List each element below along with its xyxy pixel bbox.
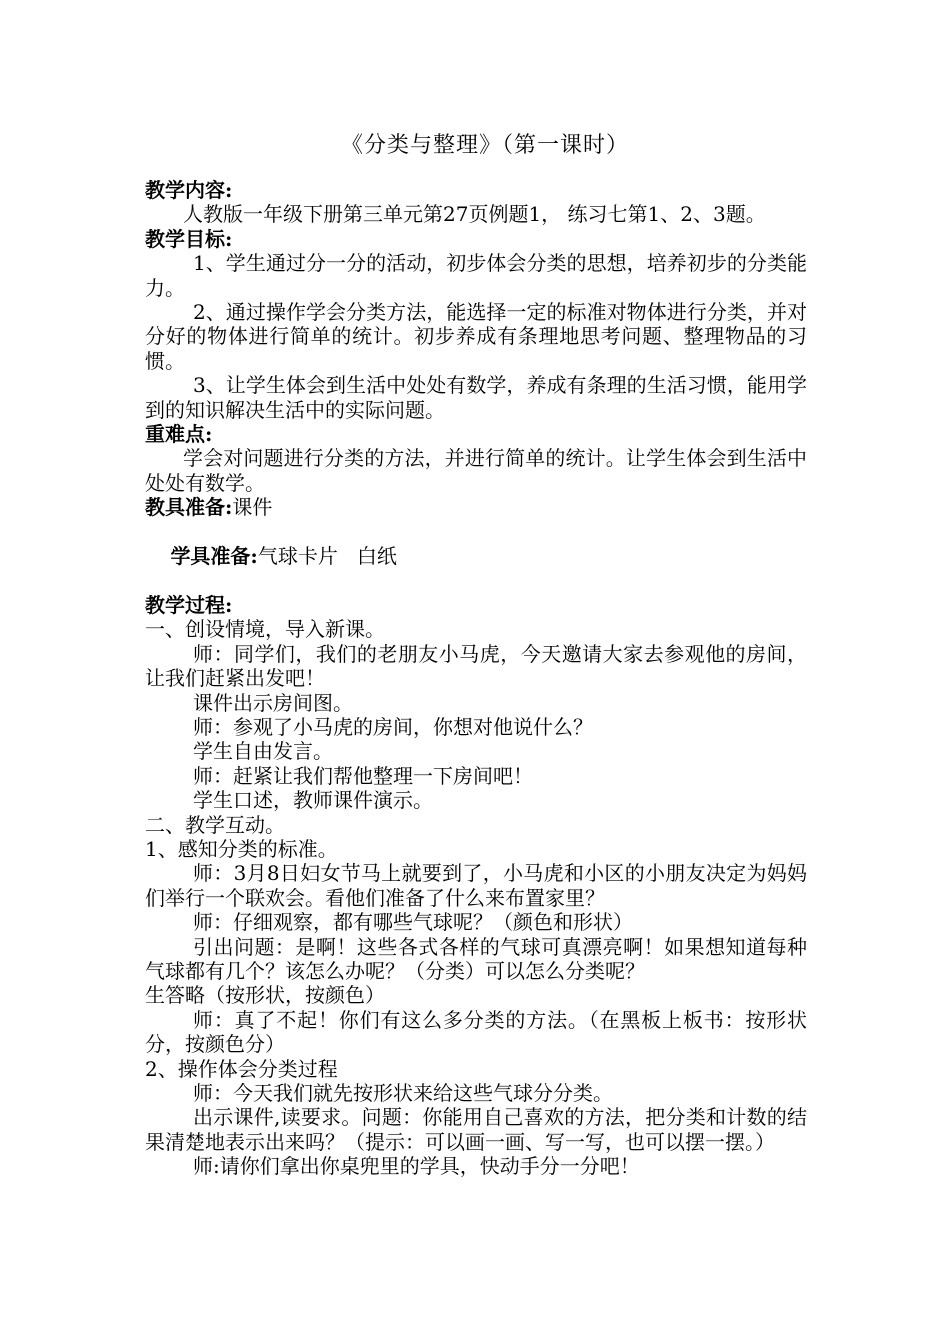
content-text: 人教版一年级下册第三单元第27页例题1， 练习七第1、2、3题。: [183, 202, 766, 227]
paragraph-p9: 引出问题：是啊！这些各式各样的气球可真漂亮啊！如果想知道每种气球都有几个？该怎么办呢？（分类）可以怎么分类呢？: [145, 934, 807, 983]
part2-title: 二、教学互动。: [145, 812, 285, 837]
paragraph-p14: 师:请你们拿出你桌兜里的学具，快动手分一分吧！: [193, 1154, 640, 1179]
student-tools-value: 气球卡片 白纸: [257, 544, 397, 569]
content-heading: 教学内容:: [145, 178, 233, 202]
paragraph-p11: 师：真了不起！你们有这么多分类的方法。（在黑板上板书：按形状分，按颜色分）: [145, 1007, 807, 1057]
paragraph-p13: 出示课件,读要求。问题：你能用自己喜欢的方法，把分类和计数的结果清楚地表示出来吗？（提示：可以画一画、写一写，也可以摆一摆。）: [145, 1105, 807, 1154]
goals-heading: 教学目标:: [145, 226, 233, 251]
paragraph-p5: 师：赶紧让我们帮他整理一下房间吧！: [193, 763, 533, 788]
part1-title: 一、创设情境，导入新课。: [145, 617, 385, 642]
document-page: [145, 132, 807, 1179]
paragraph-p7: 师：3月8日妇女节马上就要到了，小马虎和小区的小朋友决定为妈妈们举行一个联欢会。看他们准备了什么来布置家里？: [145, 861, 807, 910]
teacher-tools-label: 教具准备:: [145, 495, 233, 520]
key-text: 学会对问题进行分类的方法，并进行简单的统计。让学生体会到生活中处处有数学。: [145, 446, 807, 495]
goal-1: 1、学生通过分一分的活动，初步体会分类的思想，培养初步的分类能力。: [145, 251, 807, 300]
document-title: 《分类与整理》（第一课时）: [340, 133, 629, 158]
teacher-tools-value: 课件: [232, 495, 273, 520]
goal-3: 3、让学生体会到生活中处处有数学，养成有条理的生活习惯，能用学到的知识解决生活中的实际问题。: [145, 373, 807, 422]
paragraph-p12: 师：今天我们就先按形状来给这些气球分分类。: [193, 1081, 613, 1106]
teacher-tools: [145, 495, 807, 519]
paragraph-p3: 师：参观了小马虎的房间，你想对他说什么？: [193, 714, 593, 739]
process-heading: 教学过程:: [145, 592, 233, 617]
paragraph-p10: 生答略（按形状，按颜色）: [145, 983, 385, 1008]
sub2-title: 2、操作体会分类过程: [145, 1056, 338, 1081]
paragraph-p8: 师：仔细观察，都有哪些气球呢？（颜色和形状）: [193, 910, 633, 935]
student-tools-label: 学具准备:: [170, 544, 258, 569]
paragraph-p1: 师：同学们，我们的老朋友小马虎，今天邀请大家去参观他的房间，让我们赶紧出发吧！: [145, 641, 807, 691]
key-heading: 重难点:: [145, 422, 213, 447]
paragraph-p6: 学生口述，教师课件演示。: [193, 788, 433, 813]
paragraph-p4: 学生自由发言。: [193, 739, 333, 764]
paragraph-p2: 课件出示房间图。: [193, 690, 353, 715]
sub1-title: 1、感知分类的标准。: [145, 836, 338, 861]
goal-2: 2、通过操作学会分类方法，能选择一定的标准对物体进行分类，并对分好的物体进行简单的统计。初步养成有条理地思考问题、整理物品的习惯。: [145, 300, 807, 373]
student-tools: [145, 520, 807, 593]
